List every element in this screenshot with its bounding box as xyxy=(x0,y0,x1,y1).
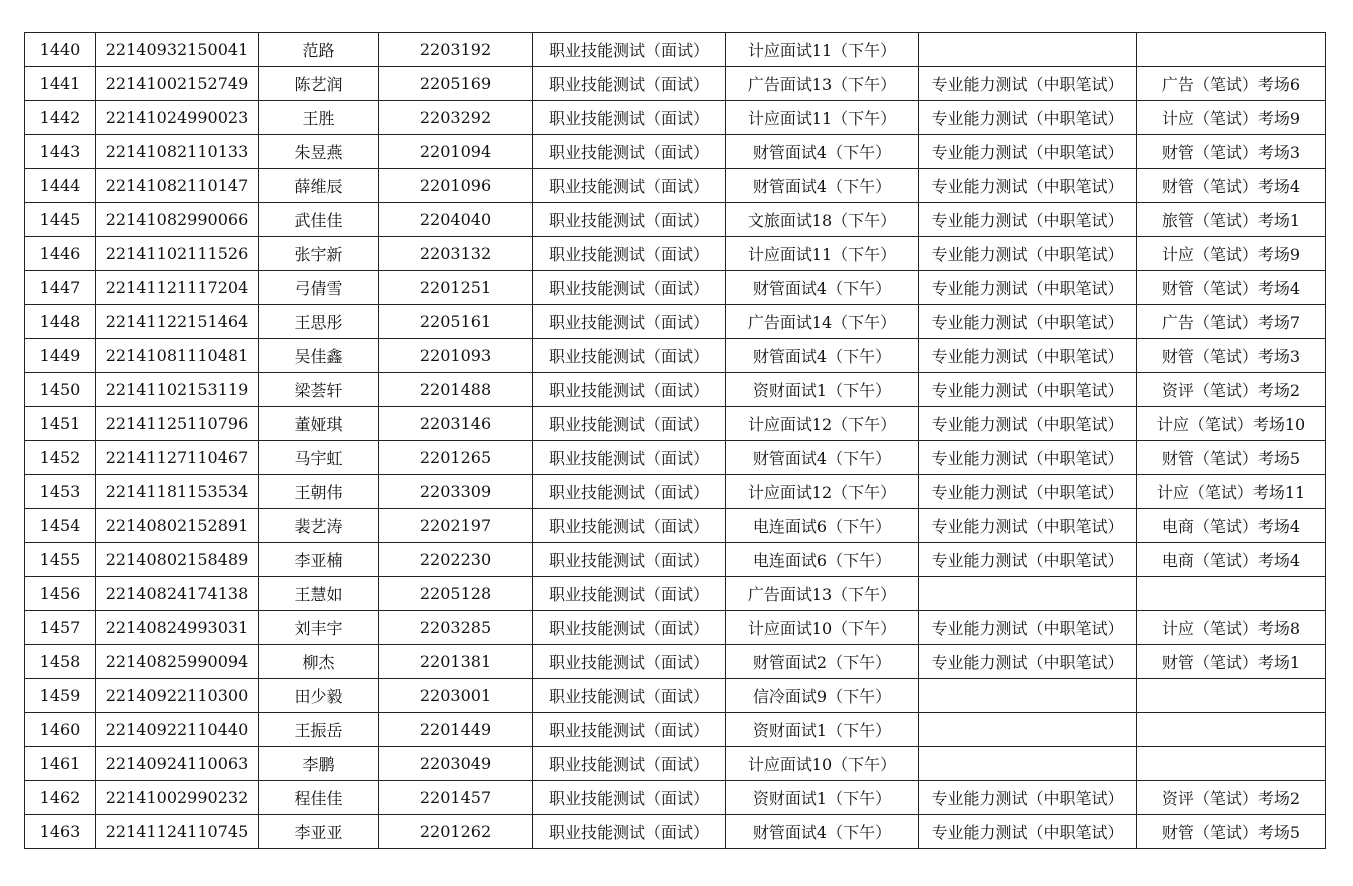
cell-seq-number: 1441 xyxy=(25,67,96,101)
cell-written-room xyxy=(1137,747,1326,781)
cell-seq-number: 1459 xyxy=(25,679,96,713)
cell-ticket-number: 2203292 xyxy=(379,101,533,135)
cell-written-room: 广告（笔试）考场6 xyxy=(1137,67,1326,101)
cell-name: 弓倩雪 xyxy=(259,271,379,305)
cell-ticket-number: 2204040 xyxy=(379,203,533,237)
cell-written-room xyxy=(1137,713,1326,747)
cell-interview-room: 资财面试1（下午） xyxy=(726,373,919,407)
cell-name: 陈艺润 xyxy=(259,67,379,101)
cell-written-subject: 专业能力测试（中职笔试） xyxy=(919,611,1137,645)
cell-written-subject xyxy=(919,577,1137,611)
cell-ticket-number: 2201265 xyxy=(379,441,533,475)
cell-candidate-number: 22141082110133 xyxy=(96,135,259,169)
table-row xyxy=(25,373,1326,407)
cell-interview-room: 财管面试4（下午） xyxy=(726,815,919,849)
cell-ticket-number: 2203001 xyxy=(379,679,533,713)
table-row xyxy=(25,475,1326,509)
cell-written-subject: 专业能力测试（中职笔试） xyxy=(919,67,1137,101)
cell-seq-number: 1462 xyxy=(25,781,96,815)
cell-interview-subject: 职业技能测试（面试） xyxy=(533,475,726,509)
cell-written-room: 计应（笔试）考场9 xyxy=(1137,101,1326,135)
cell-ticket-number: 2201094 xyxy=(379,135,533,169)
cell-interview-room: 计应面试10（下午） xyxy=(726,611,919,645)
cell-ticket-number: 2205128 xyxy=(379,577,533,611)
cell-interview-room: 文旅面试18（下午） xyxy=(726,203,919,237)
cell-name: 朱昱燕 xyxy=(259,135,379,169)
cell-seq-number: 1458 xyxy=(25,645,96,679)
cell-interview-subject: 职业技能测试（面试） xyxy=(533,747,726,781)
cell-candidate-number: 22141102111526 xyxy=(96,237,259,271)
cell-name: 薛维辰 xyxy=(259,169,379,203)
cell-candidate-number: 22141082990066 xyxy=(96,203,259,237)
table-row xyxy=(25,101,1326,135)
cell-written-subject: 专业能力测试（中职笔试） xyxy=(919,645,1137,679)
cell-seq-number: 1460 xyxy=(25,713,96,747)
cell-interview-subject: 职业技能测试（面试） xyxy=(533,407,726,441)
cell-ticket-number: 2201093 xyxy=(379,339,533,373)
cell-candidate-number: 22140802152891 xyxy=(96,509,259,543)
cell-written-subject: 专业能力测试（中职笔试） xyxy=(919,373,1137,407)
cell-interview-room: 广告面试13（下午） xyxy=(726,577,919,611)
table-row xyxy=(25,509,1326,543)
cell-interview-subject: 职业技能测试（面试） xyxy=(533,67,726,101)
cell-seq-number: 1447 xyxy=(25,271,96,305)
table-row xyxy=(25,781,1326,815)
cell-interview-subject: 职业技能测试（面试） xyxy=(533,441,726,475)
cell-written-room: 资评（笔试）考场2 xyxy=(1137,781,1326,815)
table-row xyxy=(25,135,1326,169)
cell-ticket-number: 2203132 xyxy=(379,237,533,271)
cell-name: 范路 xyxy=(259,33,379,67)
cell-seq-number: 1461 xyxy=(25,747,96,781)
cell-candidate-number: 22140924110063 xyxy=(96,747,259,781)
cell-name: 李亚亚 xyxy=(259,815,379,849)
table-row xyxy=(25,441,1326,475)
cell-ticket-number: 2203049 xyxy=(379,747,533,781)
cell-interview-subject: 职业技能测试（面试） xyxy=(533,305,726,339)
cell-candidate-number: 22140922110440 xyxy=(96,713,259,747)
cell-interview-subject: 职业技能测试（面试） xyxy=(533,713,726,747)
cell-name: 梁荟轩 xyxy=(259,373,379,407)
table-body xyxy=(25,33,1326,849)
table-row xyxy=(25,407,1326,441)
cell-written-subject: 专业能力测试（中职笔试） xyxy=(919,339,1137,373)
cell-candidate-number: 22141122151464 xyxy=(96,305,259,339)
cell-written-room xyxy=(1137,577,1326,611)
cell-written-room: 电商（笔试）考场4 xyxy=(1137,509,1326,543)
table-row xyxy=(25,67,1326,101)
cell-candidate-number: 22140824174138 xyxy=(96,577,259,611)
cell-seq-number: 1446 xyxy=(25,237,96,271)
cell-written-subject: 专业能力测试（中职笔试） xyxy=(919,509,1137,543)
cell-interview-room: 计应面试11（下午） xyxy=(726,237,919,271)
cell-seq-number: 1451 xyxy=(25,407,96,441)
cell-written-room: 旅管（笔试）考场1 xyxy=(1137,203,1326,237)
cell-name: 柳杰 xyxy=(259,645,379,679)
cell-candidate-number: 22141181153534 xyxy=(96,475,259,509)
cell-ticket-number: 2205169 xyxy=(379,67,533,101)
cell-ticket-number: 2205161 xyxy=(379,305,533,339)
cell-written-subject: 专业能力测试（中职笔试） xyxy=(919,135,1137,169)
cell-written-subject: 专业能力测试（中职笔试） xyxy=(919,407,1137,441)
cell-interview-room: 电连面试6（下午） xyxy=(726,543,919,577)
cell-seq-number: 1454 xyxy=(25,509,96,543)
cell-interview-subject: 职业技能测试（面试） xyxy=(533,101,726,135)
cell-seq-number: 1450 xyxy=(25,373,96,407)
cell-seq-number: 1456 xyxy=(25,577,96,611)
cell-name: 程佳佳 xyxy=(259,781,379,815)
cell-seq-number: 1440 xyxy=(25,33,96,67)
table-row xyxy=(25,815,1326,849)
cell-written-room: 广告（笔试）考场7 xyxy=(1137,305,1326,339)
cell-interview-subject: 职业技能测试（面试） xyxy=(533,169,726,203)
cell-written-subject: 专业能力测试（中职笔试） xyxy=(919,815,1137,849)
cell-ticket-number: 2203192 xyxy=(379,33,533,67)
cell-interview-subject: 职业技能测试（面试） xyxy=(533,781,726,815)
table-row xyxy=(25,169,1326,203)
cell-candidate-number: 22141121117204 xyxy=(96,271,259,305)
cell-interview-room: 广告面试14（下午） xyxy=(726,305,919,339)
table-row xyxy=(25,543,1326,577)
cell-written-room: 财管（笔试）考场3 xyxy=(1137,339,1326,373)
cell-candidate-number: 22141127110467 xyxy=(96,441,259,475)
cell-written-room: 计应（笔试）考场11 xyxy=(1137,475,1326,509)
cell-seq-number: 1443 xyxy=(25,135,96,169)
cell-seq-number: 1442 xyxy=(25,101,96,135)
cell-seq-number: 1455 xyxy=(25,543,96,577)
cell-written-room: 资评（笔试）考场2 xyxy=(1137,373,1326,407)
cell-interview-subject: 职业技能测试（面试） xyxy=(533,815,726,849)
cell-written-subject xyxy=(919,747,1137,781)
cell-name: 王慧如 xyxy=(259,577,379,611)
cell-candidate-number: 22141082110147 xyxy=(96,169,259,203)
cell-ticket-number: 2203146 xyxy=(379,407,533,441)
cell-written-subject xyxy=(919,679,1137,713)
table-row xyxy=(25,713,1326,747)
cell-interview-room: 财管面试4（下午） xyxy=(726,441,919,475)
cell-interview-room: 财管面试4（下午） xyxy=(726,271,919,305)
cell-ticket-number: 2201457 xyxy=(379,781,533,815)
table-row xyxy=(25,679,1326,713)
table-row xyxy=(25,611,1326,645)
cell-interview-subject: 职业技能测试（面试） xyxy=(533,135,726,169)
cell-written-room: 电商（笔试）考场4 xyxy=(1137,543,1326,577)
cell-ticket-number: 2201381 xyxy=(379,645,533,679)
cell-name: 王振岳 xyxy=(259,713,379,747)
cell-seq-number: 1444 xyxy=(25,169,96,203)
cell-interview-room: 财管面试4（下午） xyxy=(726,339,919,373)
cell-interview-subject: 职业技能测试（面试） xyxy=(533,509,726,543)
cell-interview-subject: 职业技能测试（面试） xyxy=(533,645,726,679)
cell-ticket-number: 2202197 xyxy=(379,509,533,543)
cell-candidate-number: 22141125110796 xyxy=(96,407,259,441)
cell-ticket-number: 2203285 xyxy=(379,611,533,645)
cell-seq-number: 1449 xyxy=(25,339,96,373)
table-row xyxy=(25,203,1326,237)
cell-written-room xyxy=(1137,33,1326,67)
cell-interview-room: 计应面试10（下午） xyxy=(726,747,919,781)
cell-interview-room: 财管面试4（下午） xyxy=(726,169,919,203)
cell-written-subject xyxy=(919,33,1137,67)
cell-name: 张宇新 xyxy=(259,237,379,271)
cell-name: 王思彤 xyxy=(259,305,379,339)
table-row xyxy=(25,33,1326,67)
cell-written-subject: 专业能力测试（中职笔试） xyxy=(919,169,1137,203)
cell-candidate-number: 22141002990232 xyxy=(96,781,259,815)
cell-ticket-number: 2201096 xyxy=(379,169,533,203)
cell-ticket-number: 2202230 xyxy=(379,543,533,577)
cell-interview-room: 资财面试1（下午） xyxy=(726,781,919,815)
cell-interview-subject: 职业技能测试（面试） xyxy=(533,611,726,645)
cell-candidate-number: 22141102153119 xyxy=(96,373,259,407)
cell-name: 董娅琪 xyxy=(259,407,379,441)
cell-interview-room: 计应面试12（下午） xyxy=(726,407,919,441)
cell-ticket-number: 2201488 xyxy=(379,373,533,407)
cell-seq-number: 1457 xyxy=(25,611,96,645)
cell-candidate-number: 22140825990094 xyxy=(96,645,259,679)
cell-candidate-number: 22140824993031 xyxy=(96,611,259,645)
cell-name: 刘丰宇 xyxy=(259,611,379,645)
cell-interview-room: 财管面试2（下午） xyxy=(726,645,919,679)
cell-written-subject: 专业能力测试（中职笔试） xyxy=(919,101,1137,135)
cell-name: 吴佳鑫 xyxy=(259,339,379,373)
cell-written-room: 财管（笔试）考场1 xyxy=(1137,645,1326,679)
table-row xyxy=(25,271,1326,305)
cell-name: 李亚楠 xyxy=(259,543,379,577)
cell-seq-number: 1452 xyxy=(25,441,96,475)
cell-name: 王朝伟 xyxy=(259,475,379,509)
cell-interview-subject: 职业技能测试（面试） xyxy=(533,33,726,67)
cell-interview-room: 资财面试1（下午） xyxy=(726,713,919,747)
cell-name: 田少毅 xyxy=(259,679,379,713)
cell-candidate-number: 22140802158489 xyxy=(96,543,259,577)
cell-seq-number: 1453 xyxy=(25,475,96,509)
cell-written-room: 财管（笔试）考场4 xyxy=(1137,169,1326,203)
cell-candidate-number: 22141081110481 xyxy=(96,339,259,373)
cell-interview-subject: 职业技能测试（面试） xyxy=(533,271,726,305)
cell-written-room: 计应（笔试）考场10 xyxy=(1137,407,1326,441)
cell-interview-room: 财管面试4（下午） xyxy=(726,135,919,169)
cell-candidate-number: 22140922110300 xyxy=(96,679,259,713)
cell-seq-number: 1448 xyxy=(25,305,96,339)
cell-name: 马宇虹 xyxy=(259,441,379,475)
cell-written-subject: 专业能力测试（中职笔试） xyxy=(919,441,1137,475)
cell-written-subject: 专业能力测试（中职笔试） xyxy=(919,203,1137,237)
cell-interview-subject: 职业技能测试（面试） xyxy=(533,543,726,577)
cell-interview-subject: 职业技能测试（面试） xyxy=(533,373,726,407)
cell-ticket-number: 2201251 xyxy=(379,271,533,305)
cell-interview-room: 计应面试11（下午） xyxy=(726,101,919,135)
cell-written-subject: 专业能力测试（中职笔试） xyxy=(919,237,1137,271)
table-row xyxy=(25,577,1326,611)
table-row xyxy=(25,645,1326,679)
cell-interview-subject: 职业技能测试（面试） xyxy=(533,577,726,611)
cell-written-subject: 专业能力测试（中职笔试） xyxy=(919,271,1137,305)
cell-candidate-number: 22141024990023 xyxy=(96,101,259,135)
cell-name: 王胜 xyxy=(259,101,379,135)
cell-ticket-number: 2203309 xyxy=(379,475,533,509)
cell-written-subject xyxy=(919,713,1137,747)
cell-written-subject: 专业能力测试（中职笔试） xyxy=(919,475,1137,509)
cell-interview-room: 电连面试6（下午） xyxy=(726,509,919,543)
cell-written-subject: 专业能力测试（中职笔试） xyxy=(919,781,1137,815)
cell-written-subject: 专业能力测试（中职笔试） xyxy=(919,305,1137,339)
cell-interview-room: 计应面试11（下午） xyxy=(726,33,919,67)
cell-interview-subject: 职业技能测试（面试） xyxy=(533,237,726,271)
cell-written-room: 财管（笔试）考场5 xyxy=(1137,815,1326,849)
exam-schedule-table xyxy=(24,32,1326,849)
cell-seq-number: 1445 xyxy=(25,203,96,237)
cell-interview-room: 信冷面试9（下午） xyxy=(726,679,919,713)
cell-name: 武佳佳 xyxy=(259,203,379,237)
cell-written-room: 计应（笔试）考场9 xyxy=(1137,237,1326,271)
cell-interview-subject: 职业技能测试（面试） xyxy=(533,339,726,373)
cell-name: 裴艺涛 xyxy=(259,509,379,543)
cell-written-room: 财管（笔试）考场3 xyxy=(1137,135,1326,169)
cell-name: 李鹏 xyxy=(259,747,379,781)
cell-written-room: 财管（笔试）考场4 xyxy=(1137,271,1326,305)
cell-written-room xyxy=(1137,679,1326,713)
table-row xyxy=(25,305,1326,339)
cell-interview-room: 计应面试12（下午） xyxy=(726,475,919,509)
cell-interview-subject: 职业技能测试（面试） xyxy=(533,203,726,237)
cell-ticket-number: 2201449 xyxy=(379,713,533,747)
cell-written-subject: 专业能力测试（中职笔试） xyxy=(919,543,1137,577)
cell-interview-room: 广告面试13（下午） xyxy=(726,67,919,101)
cell-ticket-number: 2201262 xyxy=(379,815,533,849)
cell-candidate-number: 22141124110745 xyxy=(96,815,259,849)
cell-written-room: 财管（笔试）考场5 xyxy=(1137,441,1326,475)
cell-seq-number: 1463 xyxy=(25,815,96,849)
table-row xyxy=(25,237,1326,271)
cell-written-room: 计应（笔试）考场8 xyxy=(1137,611,1326,645)
table-row xyxy=(25,339,1326,373)
table-row xyxy=(25,747,1326,781)
cell-interview-subject: 职业技能测试（面试） xyxy=(533,679,726,713)
cell-candidate-number: 22140932150041 xyxy=(96,33,259,67)
cell-candidate-number: 22141002152749 xyxy=(96,67,259,101)
